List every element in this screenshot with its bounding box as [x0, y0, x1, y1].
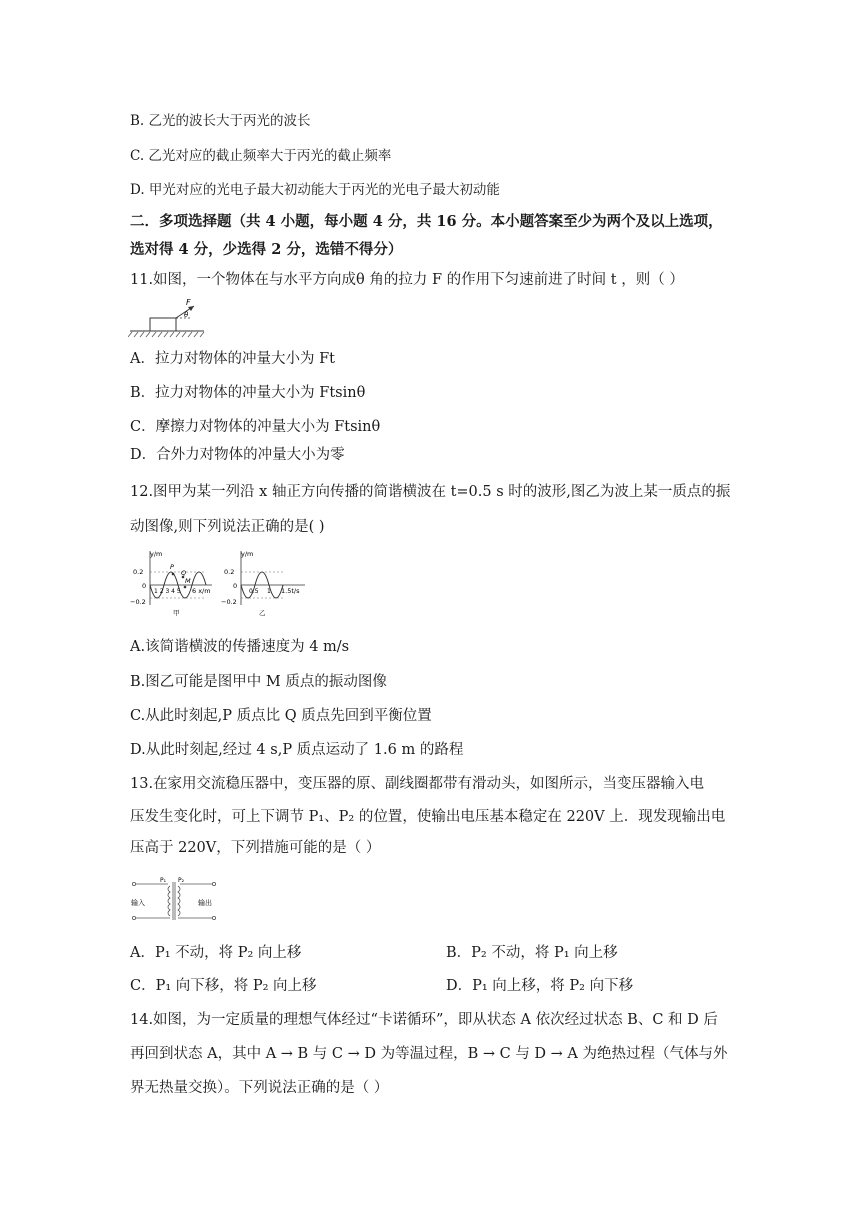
q12-option-a: A.该简谐横波的传播速度为 4 m/s [130, 639, 350, 655]
q10-option-c: C. 乙光对应的截止频率大于丙光的截止频率 [130, 148, 392, 164]
q11-stem: 11.如图，一个物体在与水平方向成θ 角的拉力 F 的作用下匀速前进了时间 t ，则（ ） [130, 272, 684, 288]
q13-figure-p1: P₁ [160, 877, 167, 884]
q12-option-b: B.图乙可能是图甲中 M 质点的振动图像 [130, 674, 387, 690]
q11-option-d: D．合外力对物体的冲量大小为零 [130, 447, 345, 463]
q12-jia-x-end: 6 x/m [192, 587, 211, 595]
q12-stem-line1: 12.图甲为某一列沿 x 轴正方向传播的简谐横波在 t=0.5 s 时的波形,图乙为波上某一质点的振 [130, 484, 731, 500]
q13-figure-input: 输入 [131, 899, 145, 907]
q12-jia-caption: 甲 [173, 609, 180, 617]
q12-yi-origin: 0 [233, 582, 238, 590]
q11-option-a: A．拉力对物体的冲量大小为 Ft [130, 351, 335, 367]
q10-option-d: D. 甲光对应的光电子最大初动能大于丙光的光电子最大初动能 [130, 182, 500, 198]
q12-yi-y-pos: 0.2 [224, 568, 235, 576]
q12-jia-ticks: 1 2 3 4 5 [154, 588, 181, 595]
q13-stem-line2: 压发生变化时，可上下调节 P₁、P₂ 的位置，使输出电压基本稳定在 220V 上．现发现输出电 [130, 809, 726, 825]
q14-stem-line3: 界无热量交换）。下列说法正确的是（ ） [130, 1080, 389, 1096]
q13-figure-output: 输出 [198, 899, 212, 907]
q11-figure [128, 298, 208, 340]
q12-stem-line2: 动图像,则下列说法正确的是( ) [130, 519, 325, 535]
q14-stem-line2: 再回到状态 A，其中 A → B 与 C → D 为等温过程，B → C 与 D → A 为绝热过程（气体与外 [130, 1046, 728, 1062]
section2-heading-line1: 二．多项选择题（共 4 小题，每小题 4 分，共 16 分。本小题答案至少为两个及以上选项， [130, 213, 723, 230]
q13-stem-line1: 13.在家用交流稳压器中，变压器的原、副线圈都带有滑动头，如图所示，当变压器输入电 [130, 776, 705, 792]
q12-yi-tick-05: 0.5 [249, 588, 259, 595]
q13-stem-line3: 压高于 220V，下列措施可能的是（ ） [130, 840, 381, 856]
q12-jia-q: Q [181, 569, 187, 577]
q11-figure-label-theta: θ [184, 311, 189, 319]
q13-figure-p2: P₂ [178, 877, 185, 884]
q12-figure-jia [128, 547, 218, 619]
q11-option-c: C．摩擦力对物体的冲量大小为 Ftsinθ [130, 419, 381, 435]
q13-option-c: C．P₁ 向下移，将 P₂ 向上移 [130, 978, 317, 994]
q12-yi-y-neg: −0.2 [221, 598, 237, 606]
q12-jia-origin: 0 [142, 582, 147, 590]
q12-jia-p: P [170, 563, 174, 571]
q13-option-b: B．P₂ 不动，将 P₁ 向上移 [446, 945, 618, 961]
q12-figure-yi [219, 547, 309, 619]
q13-option-d: D．P₁ 向上移，将 P₂ 向下移 [446, 978, 634, 994]
q12-option-d: D.从此时刻起,经过 4 s,P 质点运动了 1.6 m 的路程 [130, 742, 464, 758]
q12-yi-tick-1: 1 [267, 588, 271, 595]
q12-jia-m: M [185, 577, 191, 585]
section2-heading-line2: 选对得 4 分，少选得 2 分，选错不得分） [130, 241, 403, 258]
q12-option-c: C.从此时刻起,P 质点比 Q 质点先回到平衡位置 [130, 708, 432, 724]
q12-yi-x-end: 1.5t/s [281, 587, 300, 595]
q12-jia-ylabel: y/m [150, 550, 163, 558]
q13-option-a: A．P₁ 不动，将 P₂ 向上移 [130, 945, 302, 961]
q12-yi-caption: 乙 [259, 609, 266, 617]
q11-option-b: B．拉力对物体的冲量大小为 Ftsinθ [130, 385, 366, 401]
q11-figure-label-f: F [186, 298, 191, 307]
q12-yi-ylabel: y/m [241, 550, 254, 558]
q10-option-b: B. 乙光的波长大于丙光的波长 [130, 113, 311, 129]
q13-figure-transformer [128, 874, 220, 926]
q14-stem-line1: 14.如图，为一定质量的理想气体经过“卡诺循环”，即从状态 A 依次经过状态 B、C 和 D 后 [130, 1012, 718, 1028]
q12-jia-y-pos: 0.2 [133, 568, 144, 576]
q12-jia-y-neg: −0.2 [130, 598, 146, 606]
